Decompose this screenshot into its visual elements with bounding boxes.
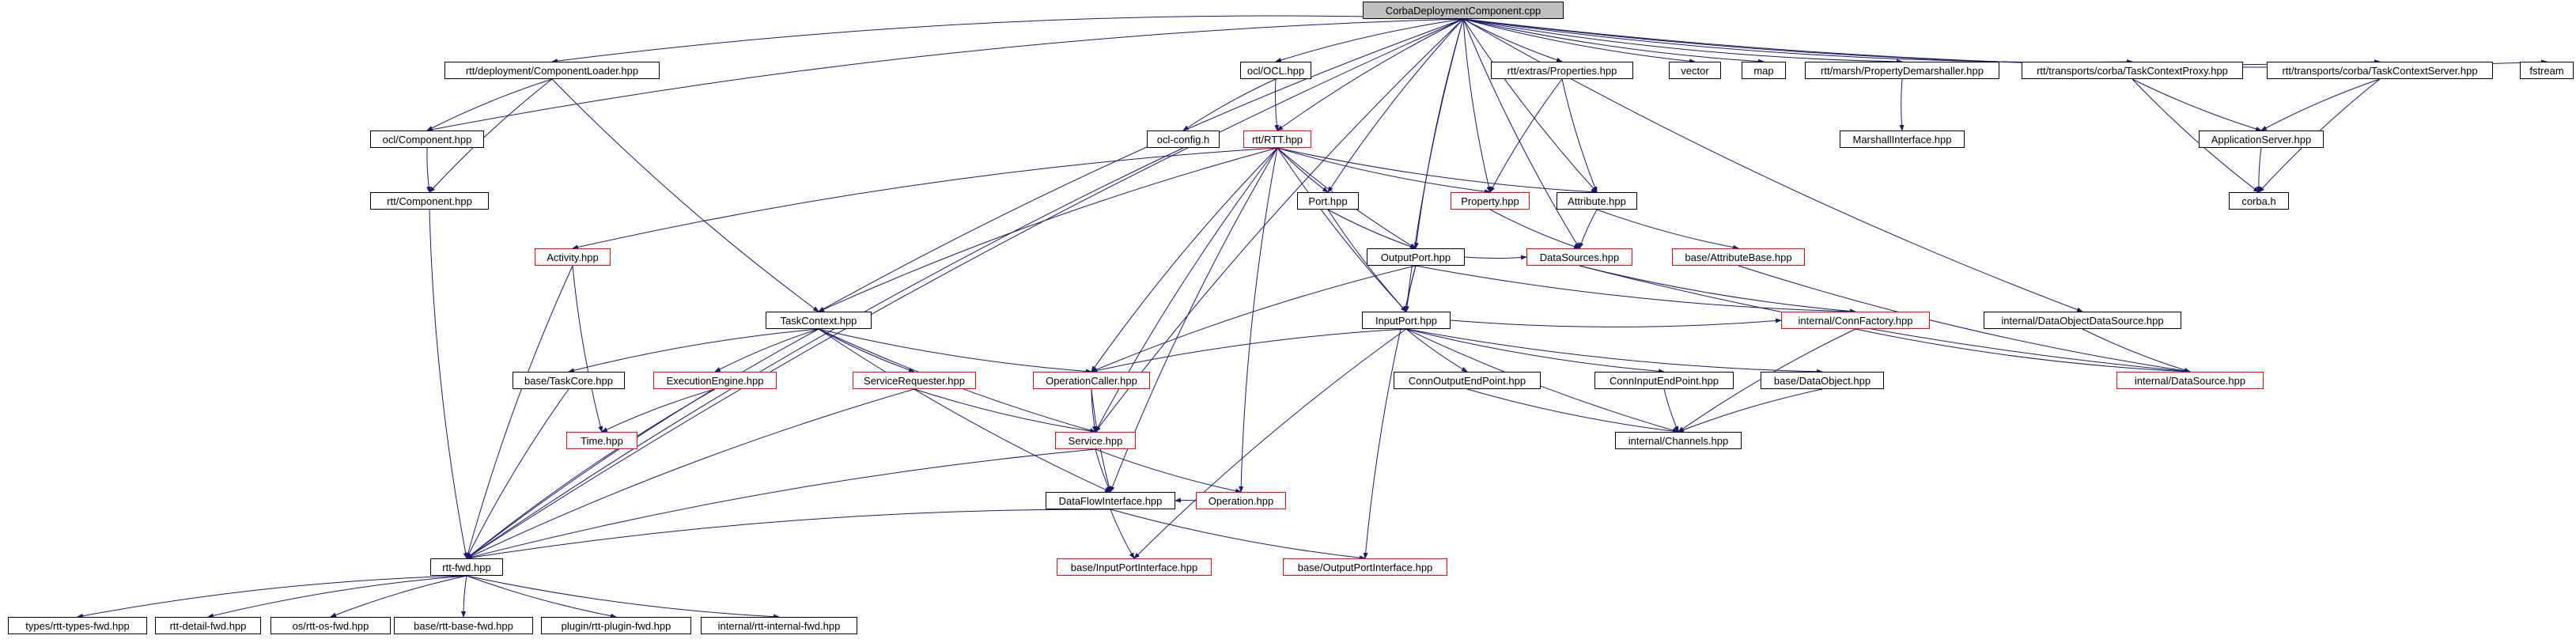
graph-edge [1276,79,1277,130]
graph-edge [1276,19,1463,62]
graph-node[interactable]: OperationCaller.hpp [1033,372,1150,389]
graph-node[interactable]: Time.hpp [566,432,637,449]
graph-edge [1110,509,1365,558]
graph-edge [1678,389,1822,432]
graph-node[interactable]: ExecutionEngine.hpp [653,372,777,389]
graph-edge [569,329,819,372]
graph-edge [1365,266,1416,558]
graph-node[interactable]: rtt-detail-fwd.hpp [155,617,261,634]
graph-edge [467,576,616,617]
graph-edge [1901,79,1902,130]
graph-node[interactable]: vector [1669,62,1721,79]
graph-edge [1597,210,1738,248]
graph-edge [427,148,429,192]
graph-edge [552,16,1463,62]
graph-edge [1416,266,1855,312]
graph-edge [78,576,467,617]
graph-node[interactable]: rtt/deployment/ComponentLoader.hpp [444,62,660,79]
graph-node[interactable]: base/TaskCore.hpp [513,372,625,389]
graph-edge [1463,19,1579,248]
graph-edge [2082,329,2190,372]
graph-edge [1463,19,1695,62]
graph-node[interactable]: Operation.hpp [1196,492,1286,509]
graph-node[interactable]: ocl-config.h [1147,130,1220,148]
graph-edge [467,389,569,558]
graph-edge [467,449,1095,558]
graph-edge [1277,148,1328,192]
graph-edge [1406,329,1467,372]
graph-edge [602,389,715,432]
graph-node[interactable]: Attribute.hpp [1557,192,1637,210]
graph-node[interactable]: Property.hpp [1451,192,1530,210]
graph-node[interactable]: ocl/OCL.hpp [1240,62,1311,79]
graph-edge [1328,19,1463,192]
graph-edge [467,266,573,558]
graph-edge [1328,210,1416,248]
graph-node[interactable]: fstream [2520,62,2574,79]
graph-node[interactable]: rtt/marsh/PropertyDemarshaller.hpp [1805,62,1999,79]
graph-node[interactable]: internal/Channels.hpp [1615,432,1742,449]
graph-node[interactable]: base/rtt-base-fwd.hpp [394,617,533,634]
graph-edge [819,329,1091,372]
graph-edge [463,576,467,617]
graph-edge [819,329,914,372]
graph-node[interactable]: Port.hpp [1297,192,1359,210]
graph-edge [1467,389,1678,432]
graph-node[interactable]: TaskContext.hpp [766,312,872,329]
graph-edge [467,329,819,558]
graph-edge [1095,148,1277,432]
graph-node[interactable]: types/rtt-types-fwd.hpp [8,617,147,634]
graph-node[interactable]: plugin/rtt-plugin-fwd.hpp [541,617,691,634]
graph-edge [1095,449,1241,492]
graph-edge [467,389,715,558]
graph-node[interactable]: DataSources.hpp [1526,248,1632,266]
graph-edge [427,79,552,130]
graph-edge [1562,79,1597,192]
graph-edge [331,576,467,617]
graph-node[interactable]: rtt/extras/Properties.hpp [1491,62,1633,79]
graph-edge [1463,19,2132,62]
graph-edge [467,19,1463,558]
graph-node[interactable]: Service.hpp [1055,432,1136,449]
graph-edge [1241,148,1277,492]
graph-edge [1183,79,1276,130]
graph-edge [1451,320,1781,327]
graph-edge [1277,148,1490,192]
graph-node[interactable]: MarshallInterface.hpp [1840,130,1965,148]
graph-edge [573,148,1277,248]
graph-edge [1095,19,1463,432]
graph-node[interactable]: ApplicationServer.hpp [2199,130,2324,148]
graph-edge [2261,79,2380,130]
graph-node[interactable]: os/rtt-os-fwd.hpp [270,617,391,634]
graph-edge [1277,148,1406,312]
graph-node[interactable]: InputPort.hpp [1362,312,1451,329]
graph-edge [1490,210,1579,248]
graph-node[interactable]: map [1742,62,1786,79]
graph-node[interactable]: internal/DataSource.hpp [2116,372,2264,389]
graph-node[interactable]: CorbaDeploymentComponent.cpp [1363,2,1564,19]
graph-edge [1463,19,1764,62]
graph-edge [1463,19,1490,192]
graph-edge [715,329,819,372]
graph-node[interactable]: ConnInputEndPoint.hpp [1594,372,1734,389]
graph-node[interactable]: DataFlowInterface.hpp [1046,492,1175,509]
graph-node[interactable]: base/DataObject.hpp [1761,372,1884,389]
graph-edge [573,266,602,432]
graph-edge [1406,19,1463,312]
graph-edge [1091,148,1277,372]
graph-node[interactable]: ServiceRequester.hpp [853,372,976,389]
graph-edge [1579,210,1597,248]
graph-edge [1465,257,1526,259]
graph-node[interactable]: internal/ConnFactory.hpp [1781,312,1930,329]
graph-edge [1664,389,1678,432]
graph-edge [1406,329,1664,372]
graph-edge [819,148,1277,312]
graph-edge [552,79,819,312]
graph-node[interactable]: internal/rtt-internal-fwd.hpp [701,617,857,634]
graph-edge [819,19,1463,312]
graph-edge [1463,19,1902,62]
graph-node[interactable]: base/AttributeBase.hpp [1672,248,1805,266]
graph-node[interactable]: corba.h [2229,192,2289,210]
graph-edge [1091,329,1406,372]
graph-node[interactable]: rtt/transports/corba/TaskContextServer.hpp [2267,62,2493,79]
graph-node[interactable]: base/InputPortInterface.hpp [1057,558,1212,576]
graph-edge [1277,148,1597,192]
graph-node[interactable]: OutputPort.hpp [1367,248,1465,266]
graph-node[interactable]: ConnOutputEndPoint.hpp [1394,372,1541,389]
graph-edge [467,576,779,617]
graph-edge [1095,449,1110,492]
graph-node[interactable]: rtt/Component.hpp [370,192,489,210]
graph-node[interactable]: rtt-fwd.hpp [430,558,503,576]
graph-edge [467,509,1110,558]
graph-node[interactable]: Activity.hpp [535,248,611,266]
graph-edge [429,210,467,558]
graph-edge [1416,19,1463,248]
graph-node[interactable]: rtt/transports/corba/TaskContextProxy.hpp [2022,62,2243,79]
graph-edge [1463,19,1562,62]
graph-edge [1855,329,2190,372]
graph-edge [1579,266,1855,312]
graph-node[interactable]: internal/DataObjectDataSource.hpp [1984,312,2181,329]
graph-edge [1490,79,1562,192]
graph-node[interactable]: ocl/Component.hpp [370,130,484,148]
graph-edge [208,576,467,617]
graph-edge [1406,266,1416,312]
graph-edge [1175,500,1196,501]
graph-edge [2132,79,2261,130]
graph-edge [819,329,1110,492]
graph-edge [467,389,914,558]
graph-edge [1463,19,2380,65]
graph-edge [1091,389,1095,432]
graph-edge [1110,509,1134,558]
graph-edge [1134,329,1406,558]
graph-edge [914,389,1095,432]
graph-edge [1463,19,1597,192]
graph-node[interactable]: base/OutputPortInterface.hpp [1283,558,1447,576]
graph-edge [2259,148,2261,192]
graph-edge [1463,19,2547,67]
graph-node[interactable]: rtt/RTT.hpp [1243,130,1311,148]
graph-edge [1406,329,1822,372]
